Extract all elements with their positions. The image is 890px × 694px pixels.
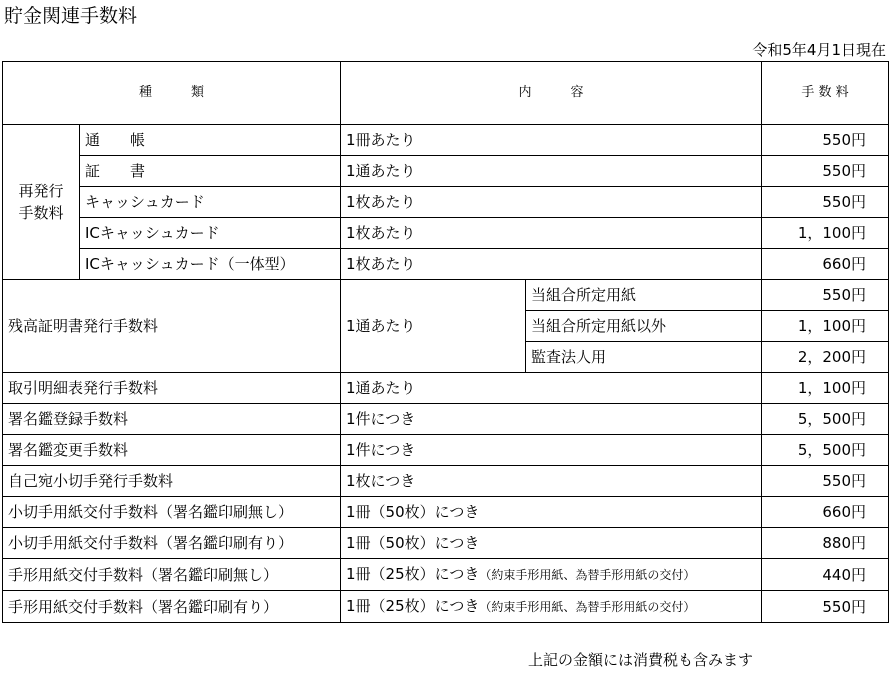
row-content: [341, 559, 762, 591]
header-fee: 手 数 料: [762, 62, 889, 125]
row-content: 1冊（50枚）につき: [341, 528, 762, 559]
row-content-main: 1冊（25枚）につき: [346, 565, 480, 583]
row-option: 当組合所定用紙以外: [526, 311, 762, 342]
row-item: 小切手用紙交付手数料（署名鑑印刷無し）: [3, 497, 341, 528]
row-item: 手形用紙交付手数料（署名鑑印刷無し）: [3, 559, 341, 591]
row-content: 1枚あたり: [341, 218, 762, 249]
table-row: [3, 125, 889, 156]
row-content: 1件につき: [341, 404, 762, 435]
row-item: キャッシュカード: [80, 187, 341, 218]
table-row: [3, 559, 889, 591]
table-row: [3, 249, 889, 280]
row-fee: 5，500円: [762, 404, 889, 435]
row-item: 手形用紙交付手数料（署名鑑印刷有り）: [3, 591, 341, 623]
table-row: [3, 591, 889, 623]
row-fee: 440円: [762, 559, 889, 591]
row-content: 1枚あたり: [341, 249, 762, 280]
row-item: 通 帳: [80, 125, 341, 156]
row-content: 1枚あたり: [341, 187, 762, 218]
row-item: ICキャッシュカード: [80, 218, 341, 249]
table-row: [3, 497, 889, 528]
row-fee: 550円: [762, 125, 889, 156]
reissue-group-label: 再発行 手数料: [3, 125, 80, 280]
header-content: 内 容: [341, 62, 762, 125]
row-option: 当組合所定用紙: [526, 280, 762, 311]
row-content: 1通あたり: [341, 280, 526, 373]
table-row: [3, 187, 889, 218]
row-fee: 880円: [762, 528, 889, 559]
row-item: 署名鑑登録手数料: [3, 404, 341, 435]
row-content-note: （約束手形用紙、為替手形用紙の交付）: [479, 568, 696, 582]
row-item: ICキャッシュカード（一体型）: [80, 249, 341, 280]
row-fee: 1，100円: [762, 311, 889, 342]
header-type: 種 類: [3, 62, 341, 125]
row-content-main: 1冊（25枚）につき: [346, 597, 480, 615]
table-row: [3, 435, 889, 466]
row-content: 1通あたり: [341, 156, 762, 187]
row-fee: 2，200円: [762, 342, 889, 373]
row-content: [341, 591, 762, 623]
row-content: 1冊あたり: [341, 125, 762, 156]
row-content: 1件につき: [341, 435, 762, 466]
table-row: [3, 156, 889, 187]
table-row: [3, 280, 889, 311]
row-item: 取引明細表発行手数料: [3, 373, 341, 404]
table-row: [3, 466, 889, 497]
row-item: 自己宛小切手発行手数料: [3, 466, 341, 497]
row-fee: 660円: [762, 249, 889, 280]
table-row: [3, 218, 889, 249]
row-fee: 1，100円: [762, 373, 889, 404]
row-content: 1冊（50枚）につき: [341, 497, 762, 528]
fee-table: [2, 61, 889, 623]
footnote: 上記の金額には消費税も含みます: [528, 651, 754, 669]
row-item: 署名鑑変更手数料: [3, 435, 341, 466]
row-item: 残高証明書発行手数料: [3, 280, 341, 373]
row-content: 1枚につき: [341, 466, 762, 497]
row-fee: 550円: [762, 591, 889, 623]
row-fee: 550円: [762, 156, 889, 187]
table-row: [3, 528, 889, 559]
row-fee: 1，100円: [762, 218, 889, 249]
row-content: 1通あたり: [341, 373, 762, 404]
row-fee: 550円: [762, 466, 889, 497]
page-title: 貯金関連手数料: [4, 5, 138, 27]
row-content-note: （約束手形用紙、為替手形用紙の交付）: [479, 600, 696, 614]
header-row: [3, 62, 889, 125]
table-row: [3, 373, 889, 404]
as-of-date: 令和5年4月1日現在: [752, 41, 886, 59]
row-item: 小切手用紙交付手数料（署名鑑印刷有り）: [3, 528, 341, 559]
row-item: 証 書: [80, 156, 341, 187]
row-fee: 5，500円: [762, 435, 889, 466]
row-fee: 550円: [762, 280, 889, 311]
row-fee: 660円: [762, 497, 889, 528]
row-option: 監査法人用: [526, 342, 762, 373]
table-row: [3, 404, 889, 435]
row-fee: 550円: [762, 187, 889, 218]
